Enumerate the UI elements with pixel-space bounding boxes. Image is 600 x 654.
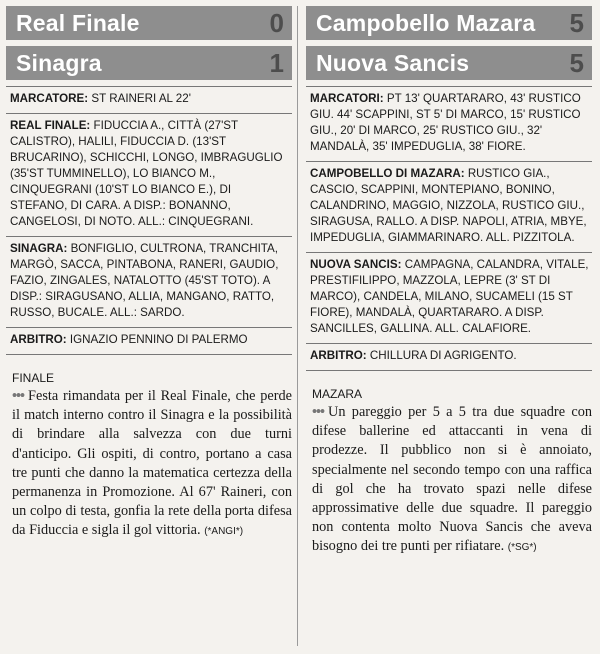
article-body	[12, 387, 292, 542]
home-lineup-label: CAMPOBELLO DI MAZARA:	[310, 167, 465, 180]
article-body	[312, 403, 592, 558]
away-team-name: Sinagra	[16, 49, 102, 76]
article-text: Un pareggio per 5 a 5 tra due squadre con difese ballerine ed attaccanti in vena di prodezze. Il pubblico non si è annoiato, specialmente nel secondo tempo con una raffica di gol che ha trovato spazi nelle difese approssimative delle due squadre. Il pareggio non contenta molto Nuova Sancis che aveva bisogno dei tre punti per rifiatare.	[312, 404, 592, 555]
referee-text: CHILLURA DI AGRIGENTO.	[369, 349, 517, 362]
article-signature: (*ANGI*)	[204, 526, 244, 538]
home-team-name: Real Finale	[16, 9, 140, 36]
home-lineup-box	[6, 114, 292, 236]
match-report-left	[6, 6, 292, 542]
scorers-text: ST RAINERI AL 22'	[91, 92, 191, 105]
article-city: MAZARA	[312, 387, 363, 401]
away-score-bar	[306, 46, 592, 80]
away-lineup-box	[6, 237, 292, 327]
away-lineup-label: NUOVA SANCIS:	[310, 258, 402, 271]
home-lineup-text: RUSTICO GIA., CASCIO, SCAPPINI, MONTEPIANO, BONINO, CALANDRINO, MAGGIO, NIZZOLA, RUSTICO GIU., SIRAGUSA, RALLO. A DISP. NAPOLI, ATRIA, MBYE, IMPEDUGLIA, GIAMMARINARO. ALL. PIZZITOLA.	[310, 167, 587, 244]
scorers-text: PT 13' QUARTARARO, 43' RUSTICO GIU. 44' SCAPPINI, ST 5' DI MARCO, 15' RUSTICO GIU., 20' DI MARCO, 25' RUSTICO GIU., 32' MANDALÀ, 35' IMPEDUGLIA, 38' FIORE.	[310, 92, 581, 153]
home-team-name: Campobello Mazara	[316, 9, 536, 36]
away-lineup-text: CAMPAGNA, CALANDRA, VITALE, PRESTIFILIPPO, MAZZOLA, LEPRE (3' ST DI MARCO), CANDELA, MILANO, SUCAMELI (15 ST FIORE), MANDALÀ, QUARTARARO. A DISP. SANCILLES, GALLINA. ALL. CALAFIORE.	[310, 258, 589, 335]
referee-box	[306, 344, 592, 370]
away-lineup-box	[306, 253, 592, 343]
scorers-label: MARCATORI:	[310, 92, 384, 105]
away-team-score: 1	[269, 47, 284, 78]
referee-box	[6, 328, 292, 354]
away-team-name: Nuova Sancis	[316, 49, 470, 76]
home-score-bar	[306, 6, 592, 40]
home-score-bar	[6, 6, 292, 40]
scorers-box	[6, 87, 292, 113]
bullet-dots-icon: •••	[312, 404, 325, 420]
away-lineup-label: SINAGRA:	[10, 242, 68, 255]
bullet-dots-icon: •••	[12, 388, 25, 404]
scorers-box	[306, 87, 592, 161]
article-signature: (*SG*)	[507, 542, 537, 554]
referee-text: IGNAZIO PENNINO DI PALERMO	[69, 333, 248, 346]
match-report-right	[306, 6, 592, 558]
home-team-score: 5	[569, 7, 584, 38]
referee-label: ARBITRO:	[310, 349, 367, 362]
article-text: Festa rimandata per il Real Finale, che perde il match interno contro il Sinagra e la possibilità di brindare alla salvezza con due turni d'anticipo. Gli ospiti, di contro, portano a casa tre punti che danno la matematica certezza della permanenza in Promozione. Al 67' Raineri, con un colpo di testa, gonfia la rete della porta difesa da Fiduccia e sigla il gol vittoria.	[12, 388, 292, 539]
away-score-bar	[6, 46, 292, 80]
column-divider	[297, 6, 298, 646]
away-team-score: 5	[569, 47, 584, 78]
home-lineup-text: FIDUCCIA A., CITTÀ (27'ST CALISTRO), HALILI, FIDUCCIA D. (13'ST BRUCARINO), SCHICCHI, LONGO, IMBRAGUGLIO (35'ST TUMMINELLO), LO BIANCO M., CINQUEGRANI (10'ST LO BIANCO E.), DI STEFANO, DI CARA. A DISP.: BONANNO, CANGELOSI, DI NOTO. ALL.: CINQUEGRANI.	[10, 119, 283, 228]
home-lineup-label: REAL FINALE:	[10, 119, 91, 132]
home-team-score: 0	[269, 7, 284, 38]
article-city: FINALE	[12, 371, 55, 385]
referee-label: ARBITRO:	[10, 333, 67, 346]
scorers-label: MARCATORE:	[10, 92, 89, 105]
home-lineup-box	[306, 162, 592, 252]
away-lineup-text: BONFIGLIO, CULTRONA, TRANCHITA, MARGÒ, SACCA, PINTABONA, RANERI, GAUDIO, FAZIO, ZINGALES, NATALOTTO (45'ST TOTO). A DISP.: SIRAGUSANO, ALLIA, MANGANO, RATTO, RUSSO, BUCALE. ALL.: SARDO.	[10, 242, 279, 319]
